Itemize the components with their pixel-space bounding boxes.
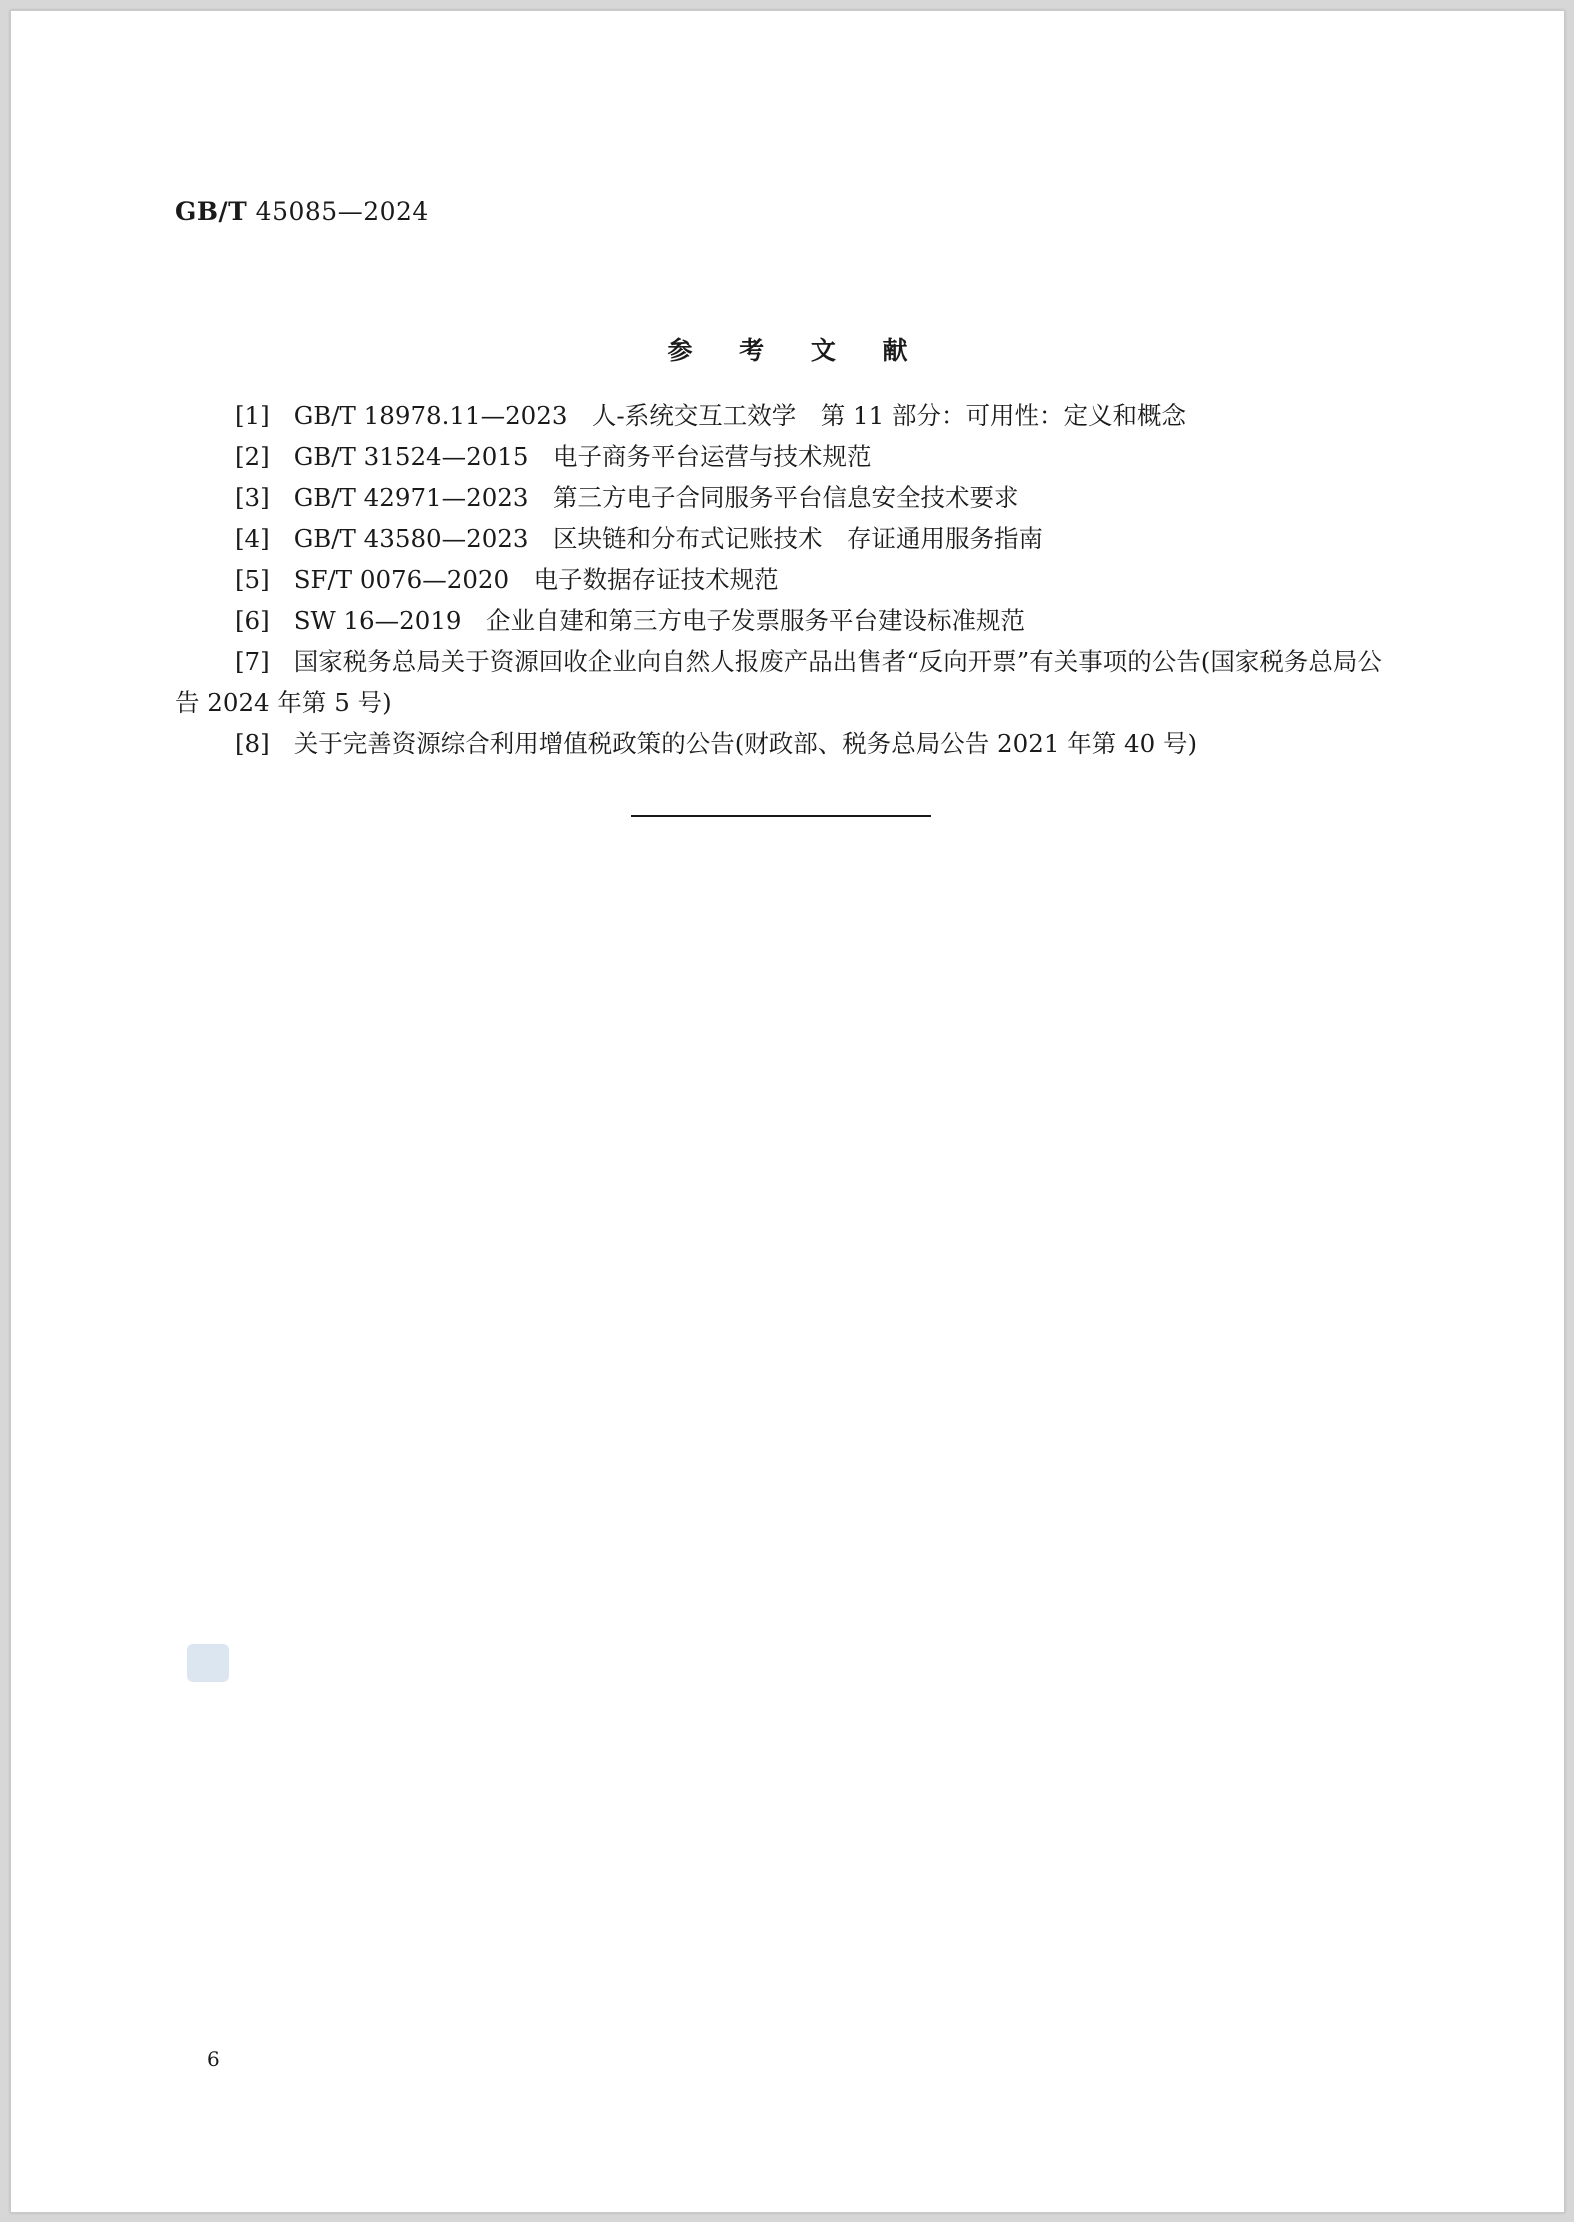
reference-text: SW 16—2019 企业自建和第三方电子发票服务平台建设标准规范 (293, 606, 1025, 635)
reference-text: GB/T 18978.11—2023 人-系统交互工效学 第 11 部分：可用性：定义和概念 (293, 401, 1186, 430)
standard-number: 45085—2024 (255, 197, 429, 226)
standard-prefix: GB/T (175, 197, 248, 226)
reference-list (175, 395, 1395, 764)
end-of-document-rule (631, 815, 931, 817)
reference-number: [5] (235, 565, 270, 594)
reference-number: [7] (235, 647, 270, 676)
reference-text: GB/T 42971—2023 第三方电子合同服务平台信息安全技术要求 (293, 483, 1019, 512)
reference-number: [3] (235, 483, 270, 512)
reference-number: [1] (235, 401, 270, 430)
reference-item (175, 477, 1395, 518)
standard-code (175, 197, 429, 226)
reference-number: [2] (235, 442, 270, 471)
reference-number: [4] (235, 524, 270, 553)
bibliography-title: 参 考 文 献 (667, 336, 927, 365)
reference-number: [6] (235, 606, 270, 635)
document-page (10, 10, 1565, 2213)
reference-item (175, 600, 1395, 641)
reference-text: GB/T 43580—2023 区块链和分布式记账技术 存证通用服务指南 (293, 524, 1043, 553)
reference-text: SF/T 0076—2020 电子数据存证技术规范 (293, 565, 779, 594)
reference-text: GB/T 31524—2015 电子商务平台运营与技术规范 (293, 442, 872, 471)
reference-item (175, 641, 1395, 723)
reference-text: 国家税务总局关于资源回收企业向自然人报废产品出售者“反向开票”有关事项的公告(国家税务总局公告 2024 年第 5 号) (175, 647, 1382, 717)
reference-text: 关于完善资源综合利用增值税政策的公告(财政部、税务总局公告 2021 年第 40 号) (293, 729, 1198, 758)
reference-item (175, 559, 1395, 600)
sac-watermark-logo-icon (187, 1644, 229, 1682)
reference-item (175, 723, 1395, 764)
page-number: 6 (207, 2047, 220, 2071)
reference-item (175, 518, 1395, 559)
reference-number: [8] (235, 729, 270, 758)
reference-item (175, 395, 1395, 436)
reference-item (175, 436, 1395, 477)
